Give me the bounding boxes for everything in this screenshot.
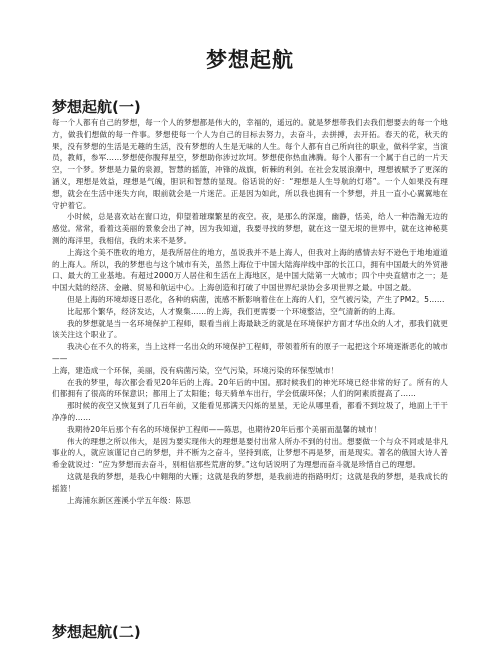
section-heading-1: 梦想起航(一)	[52, 98, 141, 116]
paragraph: 这就是我的梦想，是我心中翱翔的大雁；这就是我的梦想，是我前进的指路明灯；这就是我的梦想，是我成长的摇篮！	[52, 471, 448, 493]
paragraph: 我期待20年后那个有名的环境保护工程师——陈思，也期待20年后那个美丽而温馨的城市！	[67, 424, 382, 434]
paragraph: 上海这个美不胜收的地方，是我所居住的地方，虽说我并不是上海人，但我对上海的感情去好不逊色于地地道道的上海人。所以，我的梦想也与这个城市有关，虽然上海位于中国大陆海岸线中部的长江口，拥有中国最大的外贸港口、最大的工业基地。有超过2000万人居住和生活在上海地区，是中国大陆第一大城市；四个中央直辖市之一；是中国大陆的经济、金融、贸易和航运中心。上海创造和打破了中国世界纪录协会多项世界之最。中国之最。	[52, 247, 448, 293]
paragraph: 上海浦东新区莲溪小学五年级：陈思	[67, 495, 191, 505]
paragraph: 上海，建造成一个环保，美丽，没有病菌污染，空气污染，环境污染的环保型城市！	[52, 365, 339, 375]
paragraph: 每一个人都有自己的梦想，每一个人的梦想都是伟大的，幸福的，遥远的。就是梦想带我们去我们想要去的每一个地方，做我们想做的每一件事。梦想使每一个人为自己的目标去努力，去奋斗，去拼搏，去开拓。春天的花，秋天的果，没有梦想的生活是无趣的生活，没有梦想的人生是无味的人生。每个人都有自己所向往的职业，做科学家，当演员，教师，参军……梦想使你腹拜星空，梦想助你涉过坎坷。梦想使你热血沸腾。每个人都有一个属于自己的一片天空，一个梦。梦想是力量的泉源，智慧的摇篮，冲锋的战旗，斩棘的利剑。在社会发展浪潮中，理想被赋予了更深的涵义，理想是效益，理想是气魄，胆识和智慧的显现。俗话说的好：“理想是人生导航的灯塔”。一个人如果没有理想，就会在生活中迷失方向，眼前就会是一片迷茫。正是因为如此，所以我也拥有一个梦想，并且一直小心翼翼地在守护着它。	[52, 118, 448, 210]
paragraph: 但是上海的环境却逐日恶化，各种的病菌，流感不断影响着住在上海的人们，空气被污染，产生了PM2。5……	[67, 294, 445, 304]
paragraph: 那时候的夜空又恢复到了几百年前，又能看见那满天闪烁的星星，无论从哪里看，都看不到垃圾了，地面上干干净净的……	[52, 401, 448, 422]
paragraph: 在我的梦里，每次都会看见20年后的上海。20年后的中国。那时候我们的神光环境已经非常的好了。所有的人们都拥有了很高的环保意识；都用上了太阳能；每天骑单车出行，学会低碳环保；人们的阿素质提高了……	[52, 377, 448, 399]
paragraph: 伟大的理想之所以伟大，是因为要实现伟大的理想是要付出常人所办不到的付出。想要做一个与众不同或是非凡事业的人，就应该谨记自己的梦想，并不断为之奋斗，坚持到底，让梦想不再是梦，而是现实。著名的俄国大诗人普希金就说过：“应为梦想而去奋斗，别相信那些荒唐的梦。”这句话说明了为理想而奋斗就是珍惜自己的理想。	[52, 436, 448, 470]
paragraph: 小时候，总是喜欢站在窗口边，仰望着璀璨繁星的夜空。夜，是那么的深邃，幽静，恬美，给人一种浩瀚无边的感觉。常常，看着这美丽的景象会出了神，因为我知道，我要寻找的梦想，就在这一望无垠的世界中，就在这神秘莫测的海洋里，我相信，我的未来不是梦。	[52, 212, 448, 245]
paragraph: 比起那个繁华，经济发达，人才聚集……的上海，我们更需要一个环境整洁，空气清新的的上海。	[67, 306, 400, 316]
section-heading-2: 梦想起航(二)	[52, 623, 141, 641]
document-title: 梦想起航	[206, 48, 294, 72]
document-body	[52, 117, 448, 506]
paragraph: 我的梦想就是当一名环境保护工程师，眼看当前上海最缺乏的就是在环境保护方面才华出众的人才，那我们就更该关注这个职业了。	[52, 318, 448, 340]
paragraph: 我决心在不久的将来，当上这样一名出众的环境保护工程师，带领着所有的原子一起把这个环境逐渐恶化的城市——	[52, 342, 448, 363]
